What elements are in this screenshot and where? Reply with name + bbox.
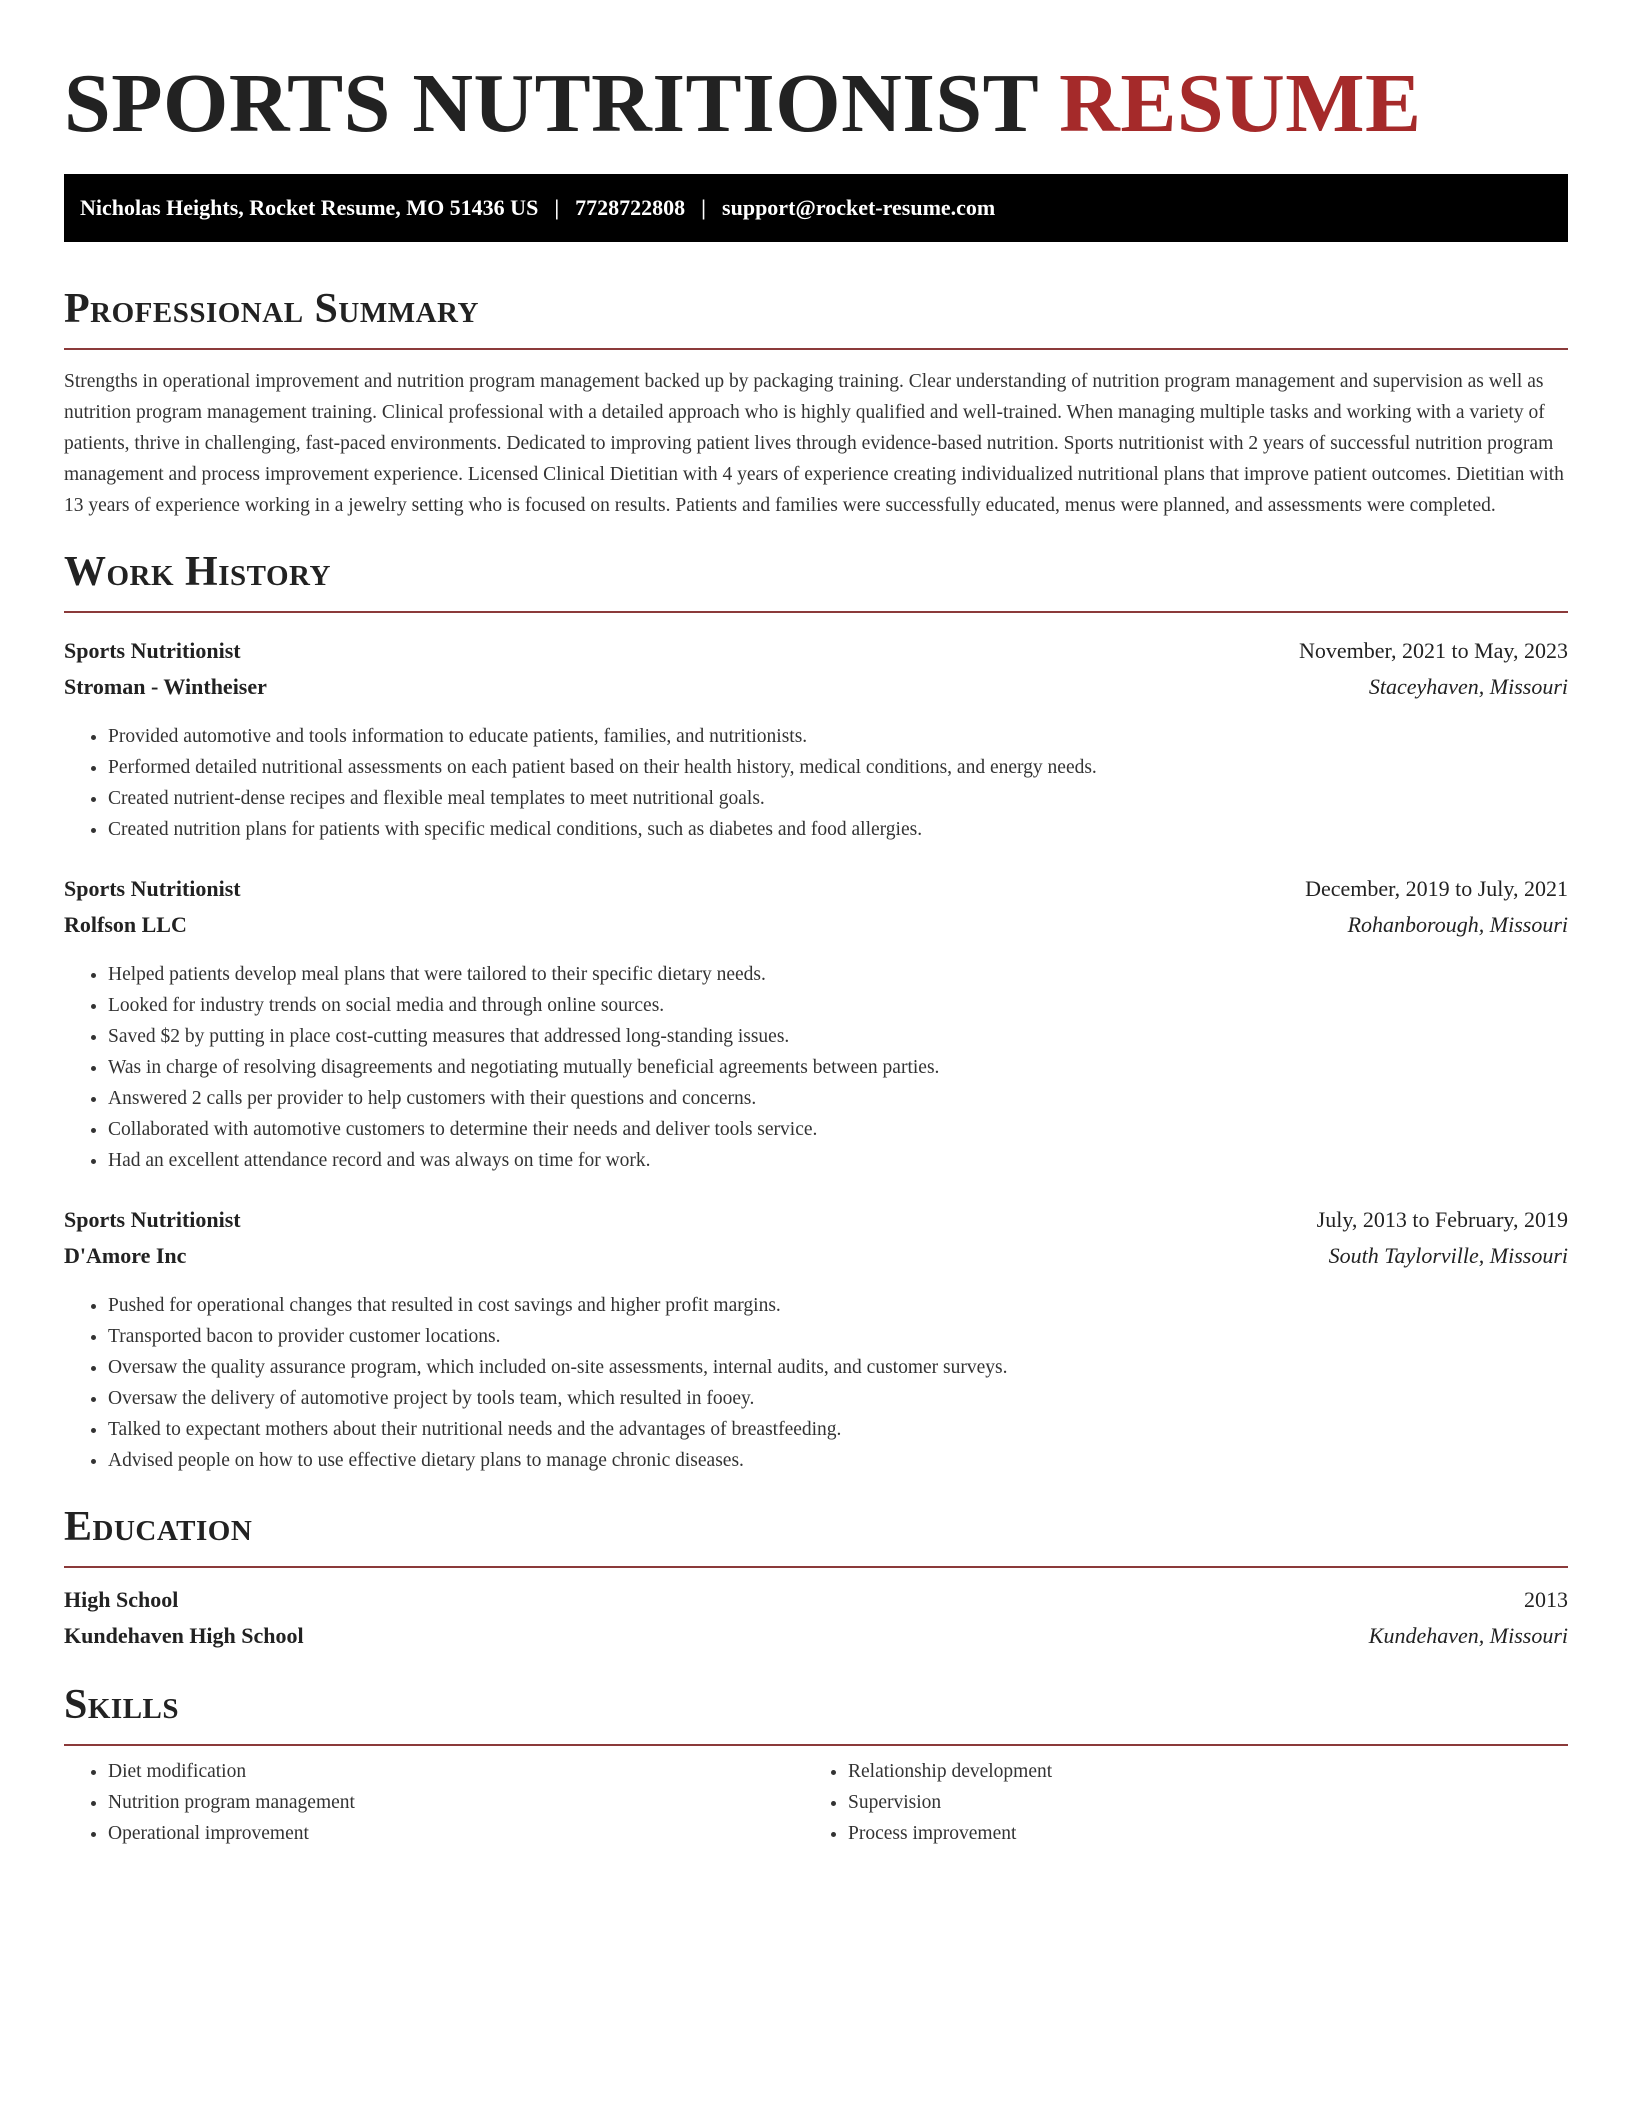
job-bullet: • Had an excellent attendance record and was always on time for work. xyxy=(108,1145,1568,1176)
education-school-row xyxy=(64,1618,1568,1654)
job-bullet: • Transported bacon to provider customer locations. xyxy=(108,1321,1568,1352)
job-title: Sports Nutritionist xyxy=(64,876,241,901)
education-heading: Education xyxy=(64,1504,253,1550)
skills-list-left xyxy=(64,1756,804,1849)
job-title: Sports Nutritionist xyxy=(64,638,241,663)
contact-address: Nicholas Heights, Rocket Resume, MO 51436 US xyxy=(80,195,539,220)
skill-item: • Supervision xyxy=(848,1787,1544,1818)
job-company-row xyxy=(64,669,1568,705)
job-bullet: • Advised people on how to use effective dietary plans to manage chronic diseases. xyxy=(108,1445,1568,1476)
job-dates: July, 2013 to February, 2019 xyxy=(1316,1207,1568,1232)
job-bullet: • Talked to expectant mothers about their nutritional needs and the advantages of breastfeeding. xyxy=(108,1414,1568,1445)
skill-item: • Relationship development xyxy=(848,1756,1544,1787)
skills-columns xyxy=(64,1756,1568,1849)
job-bullets xyxy=(64,1290,1568,1476)
education-section xyxy=(64,1502,1568,1654)
skill-item: • Process improvement xyxy=(848,1818,1544,1849)
work-history-heading: Work History xyxy=(64,549,331,595)
job-bullet: • Provided automotive and tools information to educate patients, families, and nutritionists. xyxy=(108,721,1568,752)
contact-email: support@rocket-resume.com xyxy=(722,195,996,220)
education-location: Kundehaven, Missouri xyxy=(1368,1623,1568,1648)
skills-list-right xyxy=(804,1756,1544,1849)
job-company-row xyxy=(64,1238,1568,1274)
job-company: Rolfson LLC xyxy=(64,912,187,937)
job-bullet: • Saved $2 by putting in place cost-cutting measures that addressed long-standing issues. xyxy=(108,1021,1568,1052)
job-bullet: • Created nutrition plans for patients with specific medical conditions, such as diabetes and food allergies. xyxy=(108,814,1568,845)
contact-phone: 7728722808 xyxy=(575,195,686,220)
work-history-section xyxy=(64,547,1568,1476)
job-entry xyxy=(64,871,1568,1176)
education-year: 2013 xyxy=(1524,1587,1568,1612)
education-degree-row xyxy=(64,1582,1568,1618)
education-school: Kundehaven High School xyxy=(64,1623,304,1648)
title-accent: RESUME xyxy=(1059,57,1422,150)
job-entry xyxy=(64,633,1568,845)
contact-separator: | xyxy=(554,195,560,220)
job-bullet: • Helped patients develop meal plans that were tailored to their specific dietary needs. xyxy=(108,959,1568,990)
skill-item: • Nutrition program management xyxy=(108,1787,804,1818)
job-bullet: • Collaborated with automotive customers to determine their needs and deliver tools service. xyxy=(108,1114,1568,1145)
contact-bar xyxy=(64,174,1568,242)
job-bullet: • Oversaw the quality assurance program, which included on-site assessments, internal audits, and customer surveys. xyxy=(108,1352,1568,1383)
education-degree: High School xyxy=(64,1587,179,1612)
section-divider xyxy=(64,611,1568,613)
job-bullet: • Pushed for operational changes that resulted in cost savings and higher profit margins. xyxy=(108,1290,1568,1321)
job-company-row xyxy=(64,907,1568,943)
job-header-row xyxy=(64,633,1568,669)
skill-item: • Operational improvement xyxy=(108,1818,804,1849)
job-company: D'Amore Inc xyxy=(64,1243,187,1268)
job-header-row xyxy=(64,871,1568,907)
resume-title xyxy=(64,56,1568,152)
job-header-row xyxy=(64,1202,1568,1238)
section-divider xyxy=(64,348,1568,350)
contact-separator: | xyxy=(701,195,707,220)
summary-heading: Professional Summary xyxy=(64,286,479,332)
job-bullet: • Was in charge of resolving disagreements and negotiating mutually beneficial agreements between parties. xyxy=(108,1052,1568,1083)
job-bullets xyxy=(64,721,1568,845)
job-bullet: • Oversaw the delivery of automotive project by tools team, which resulted in fooey. xyxy=(108,1383,1568,1414)
education-entry xyxy=(64,1582,1568,1654)
job-location: Rohanborough, Missouri xyxy=(1347,912,1568,937)
job-bullet: • Looked for industry trends on social media and through online sources. xyxy=(108,990,1568,1021)
title-main: SPORTS NUTRITIONIST xyxy=(64,57,1038,150)
job-company: Stroman - Wintheiser xyxy=(64,674,267,699)
job-entry xyxy=(64,1202,1568,1476)
job-title: Sports Nutritionist xyxy=(64,1207,241,1232)
resume-page xyxy=(64,56,1568,1849)
skills-section xyxy=(64,1680,1568,1849)
job-dates: December, 2019 to July, 2021 xyxy=(1305,876,1568,901)
summary-text: Strengths in operational improvement and nutrition program management backed up by packaging training. Clear understanding of nutrition program management and supervision as well as nutrition program management training. Clinical professional with a detailed approach who is highly qualified and well-trained. When managing multiple tasks and working with a variety of patients, thrive in challenging, fast-paced environments. Dedicated to improving patient lives through evidence-based nutrition. Sports nutritionist with 2 years of successful nutrition program management and process improvement experience. Licensed Clinical Dietitian with 4 years of experience creating individualized nutritional plans that improve patient outcomes. Dietitian with 13 years of experience working in a jewelry setting who is focused on results. Patients and families were successfully educated, menus were planned, and assessments were completed. xyxy=(64,371,1564,516)
skills-heading: Skills xyxy=(64,1682,180,1728)
section-divider xyxy=(64,1744,1568,1746)
job-bullet: • Created nutrient-dense recipes and flexible meal templates to meet nutritional goals. xyxy=(108,783,1568,814)
job-location: Staceyhaven, Missouri xyxy=(1368,674,1568,699)
job-bullet: • Performed detailed nutritional assessments on each patient based on their health history, medical conditions, and energy needs. xyxy=(108,752,1568,783)
job-bullet: • Answered 2 calls per provider to help customers with their questions and concerns. xyxy=(108,1083,1568,1114)
job-dates: November, 2021 to May, 2023 xyxy=(1299,638,1568,663)
summary-section xyxy=(64,284,1568,521)
job-location: South Taylorville, Missouri xyxy=(1328,1243,1568,1268)
section-divider xyxy=(64,1566,1568,1568)
skill-item: • Diet modification xyxy=(108,1756,804,1787)
job-bullets xyxy=(64,959,1568,1176)
